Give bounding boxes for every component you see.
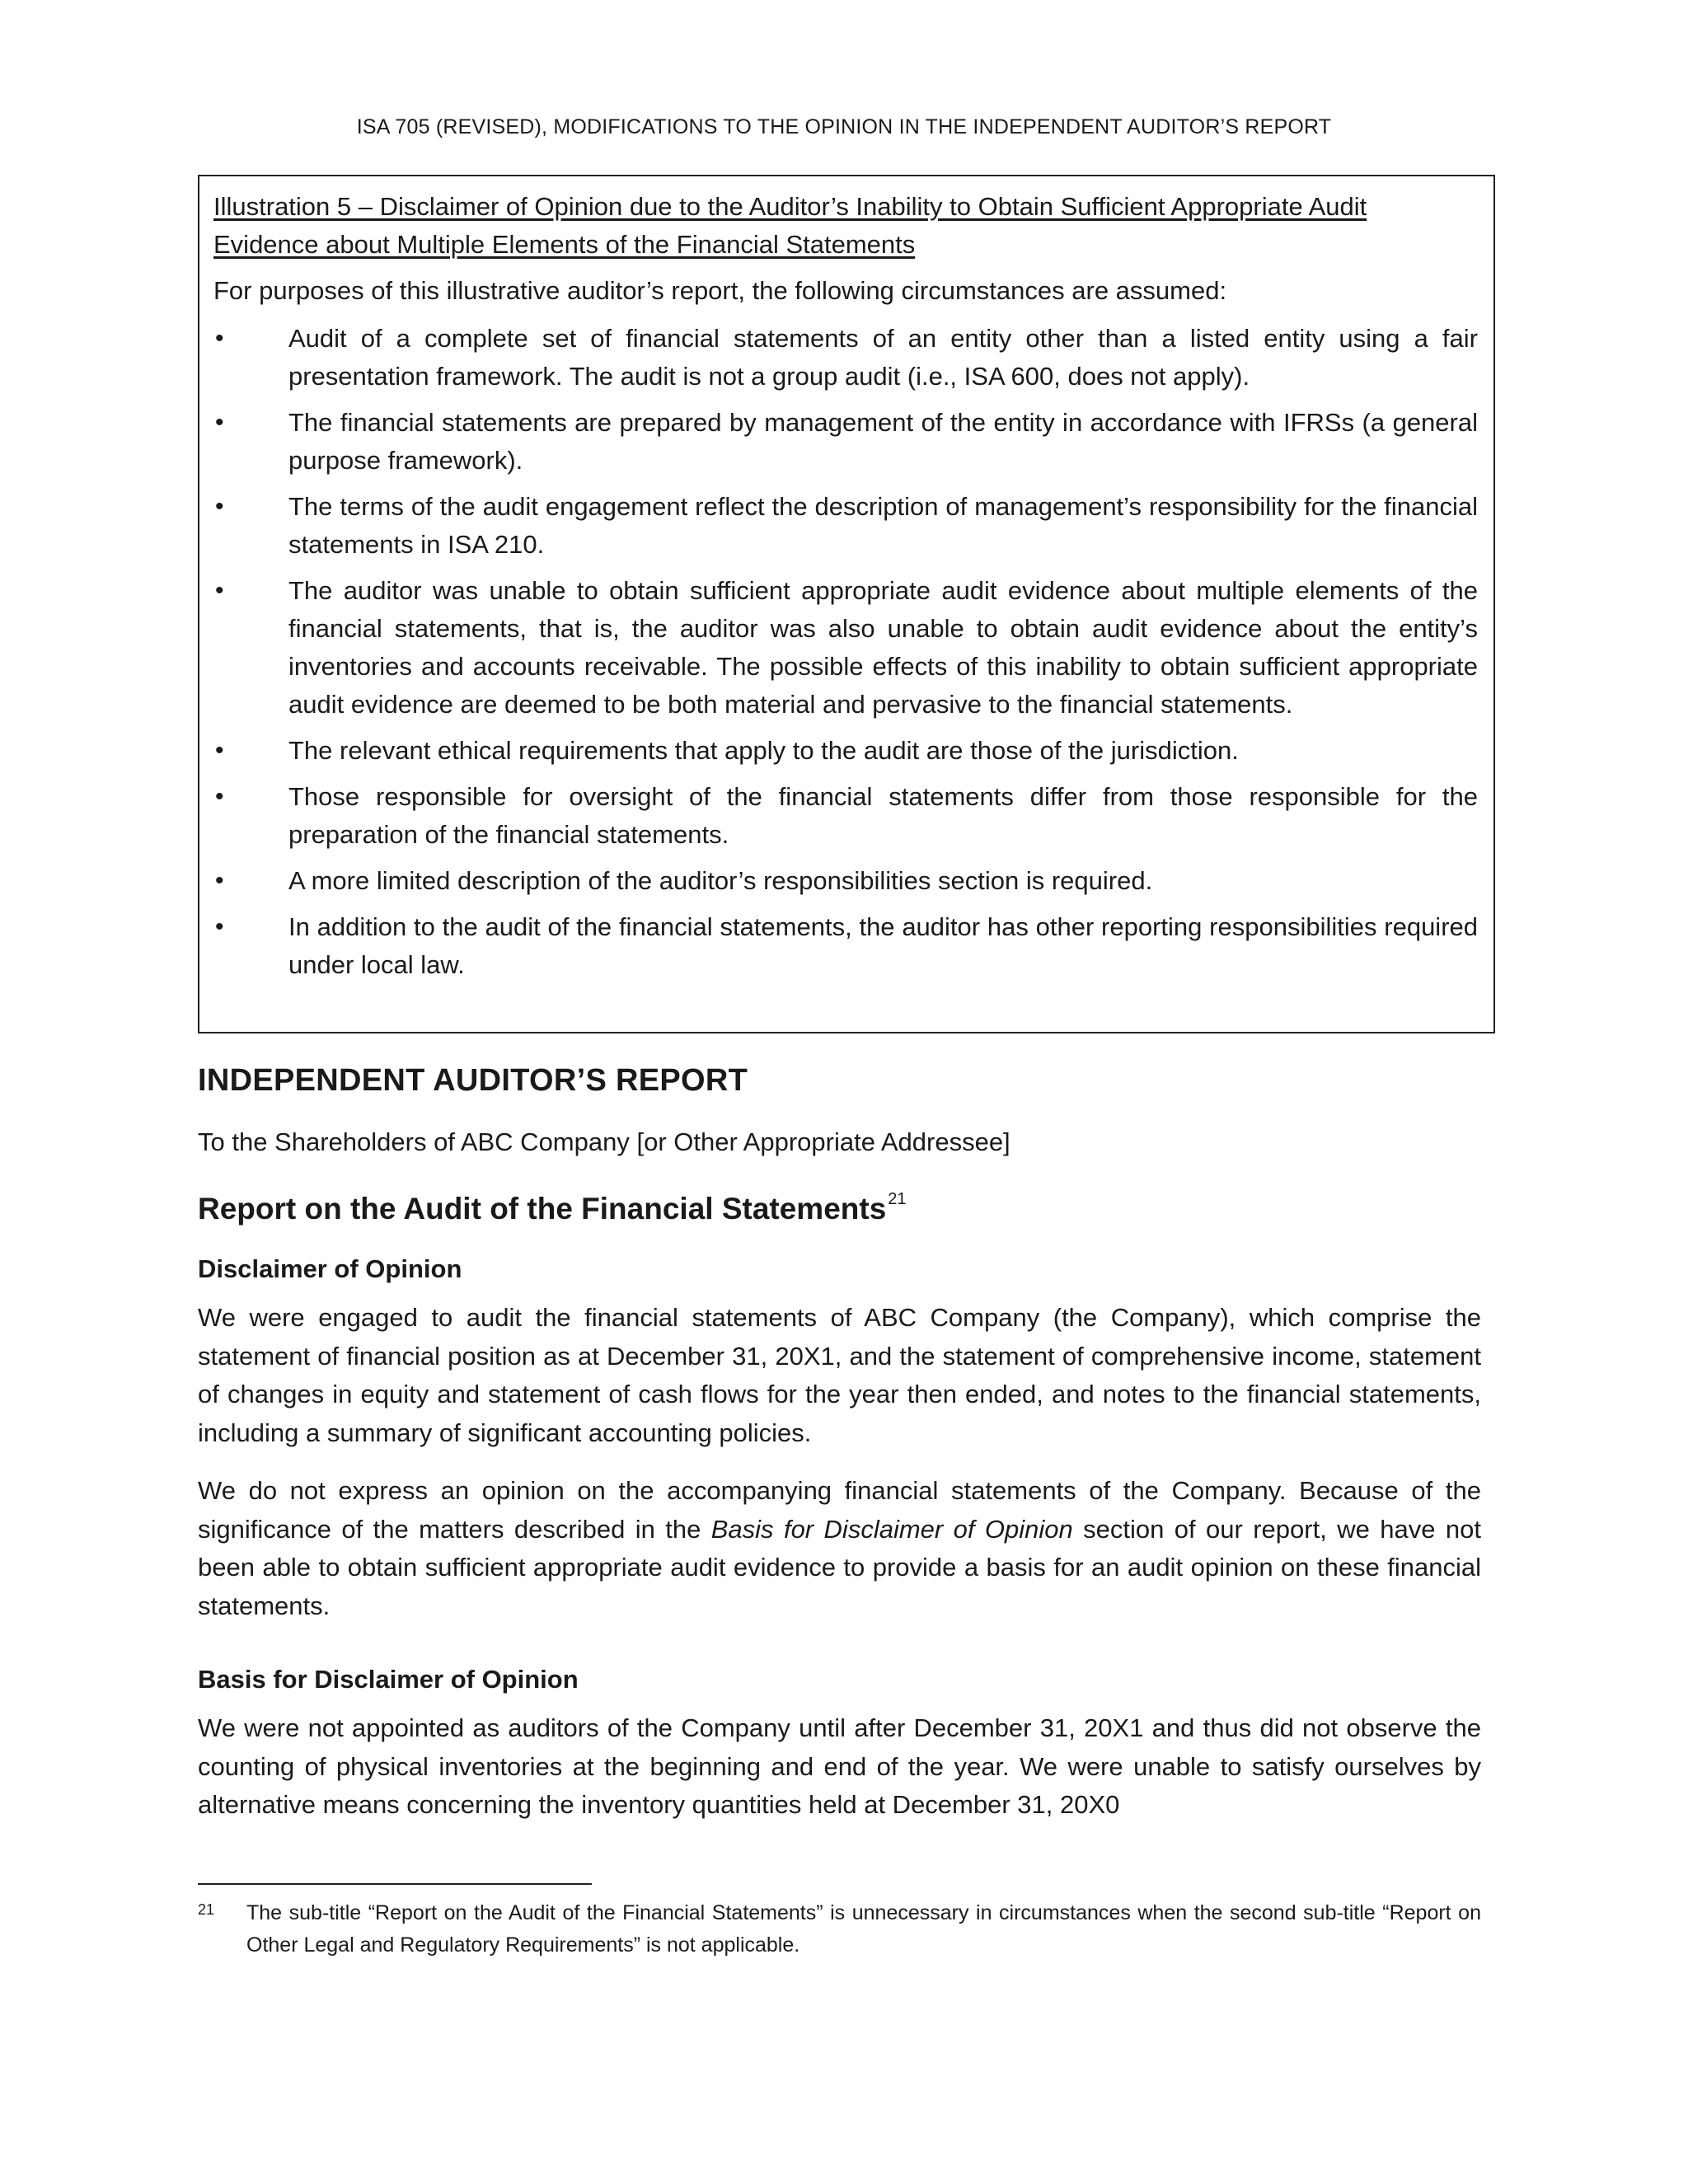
list-item — [213, 862, 1478, 900]
basis-heading: Basis for Disclaimer of Opinion — [198, 1665, 579, 1694]
report-title: INDEPENDENT AUDITOR’S REPORT — [198, 1063, 748, 1098]
disclaimer-heading: Disclaimer of Opinion — [198, 1254, 462, 1283]
basis-reference: Basis for Disclaimer of Opinion — [710, 1514, 1073, 1544]
footnote-text: The sub-title “Report on the Audit of the Financial Statements” is unnecessary in circumstances when the second sub-title “Report on Other Legal and Regulatory Requirements” is not applicable. — [246, 1901, 1481, 1957]
footnote — [198, 1897, 1481, 1961]
illustration-box — [198, 175, 1495, 1033]
list-item-text: Audit of a complete set of financial statements of an entity other than a listed entity using a fair presentation framework. The audit is not a group audit (i.e., ISA 600, does not apply). — [288, 324, 1478, 391]
bullet-icon: • — [215, 783, 224, 810]
bullet-icon: • — [215, 493, 224, 520]
assumptions-list — [213, 320, 1478, 984]
list-item-text: In addition to the audit of the financial statements, the auditor has other reporting responsibilities required under local law. — [288, 912, 1478, 979]
bullet-icon: • — [215, 409, 224, 436]
illustration-intro: For purposes of this illustrative auditor’s report, the following circumstances are assumed: — [213, 276, 1227, 305]
paragraph-text: section of our report, we have not been able to obtain sufficient appropriate audit evidence to provide a basis for an audit opinion on these financial statements. — [198, 1514, 1481, 1620]
bullet-icon: • — [215, 867, 224, 894]
list-item-text: Those responsible for oversight of the financial statements differ from those responsible for the preparation of the financial statements. — [288, 782, 1478, 849]
list-item-text: The terms of the audit engagement reflect the description of management’s responsibility for the financial statements in ISA 210. — [288, 492, 1478, 559]
section-title — [198, 1190, 907, 1226]
illustration-title: Illustration 5 – Disclaimer of Opinion due to the Auditor’s Inability to Obtain Sufficient Appropriate Audit Evidence about Multiple Elements of the Financial Statements — [213, 192, 1367, 259]
list-item — [213, 908, 1478, 984]
paragraph-text: We do not express an opinion on the accompanying financial statements of the Company. Because of the significance of the matters described in the — [198, 1476, 1481, 1544]
footnote-divider — [198, 1883, 592, 1885]
list-item — [213, 320, 1478, 396]
list-item — [213, 488, 1478, 564]
list-item-text: The relevant ethical requirements that apply to the audit are those of the jurisdiction. — [288, 736, 1239, 765]
list-item — [213, 732, 1478, 770]
list-item — [213, 572, 1478, 724]
section-title-text: Report on the Audit of the Financial Statements — [198, 1192, 887, 1226]
footnote-number: 21 — [198, 1901, 215, 1918]
list-item-text: The auditor was unable to obtain sufficient appropriate audit evidence about multiple elements of the financial statements, that is, the auditor was also unable to obtain audit evidence about the entity’s inventories and accounts receivable. The possible effects of this inability to obtain sufficient appropriate audit evidence are deemed to be both material and pervasive to the financial statements. — [288, 576, 1478, 719]
list-item-text: The financial statements are prepared by management of the entity in accordance with IFRSs (a general purpose framework). — [288, 408, 1478, 475]
bullet-icon: • — [215, 577, 224, 604]
bullet-icon: • — [215, 325, 224, 352]
bullet-icon: • — [215, 913, 224, 940]
footnote-ref[interactable]: 21 — [888, 1190, 907, 1208]
running-header: ISA 705 (REVISED), MODIFICATIONS TO THE OPINION IN THE INDEPENDENT AUDITOR’S REPORT — [356, 115, 1332, 138]
list-item-text: A more limited description of the auditor’s responsibilities section is required. — [288, 866, 1153, 895]
bullet-icon: • — [215, 737, 224, 764]
basis-paragraph: We were not appointed as auditors of the Company until after December 31, 20X1 and thus did not observe the counting of physical inventories at the beginning and end of the year. We were unable to satisfy ourselves by alternative means concerning the inventory quantities held at December 31, 20X0 — [198, 1713, 1481, 1819]
addressee: To the Shareholders of ABC Company [or Other Appropriate Addressee] — [198, 1127, 1010, 1156]
disclaimer-paragraph-1: We were engaged to audit the financial statements of ABC Company (the Company), which comprise the statement of financial position as at December 31, 20X1, and the statement of comprehensive income, statement of changes in equity and statement of cash flows for the year then ended, and notes to the financial statements, including a summary of significant accounting policies. — [198, 1303, 1481, 1447]
list-item — [213, 778, 1478, 854]
disclaimer-paragraph-2 — [198, 1472, 1481, 1625]
list-item — [213, 404, 1478, 480]
